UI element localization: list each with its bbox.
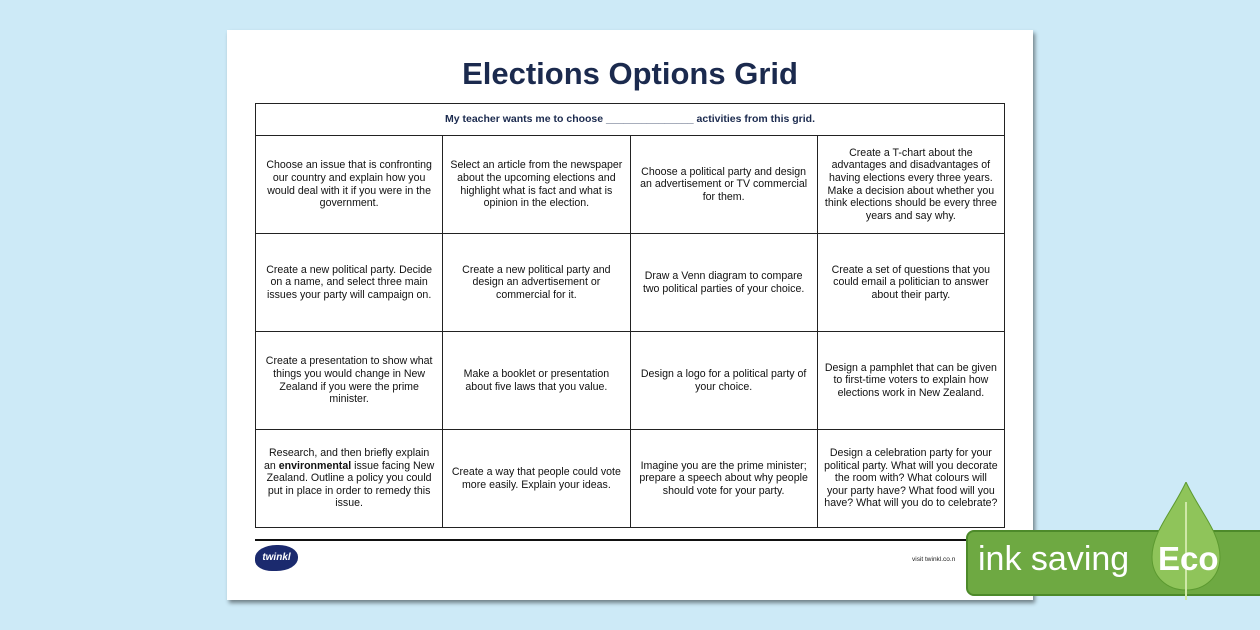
table-row <box>256 430 1005 528</box>
grid-cell: Make a booklet or presentation about five laws that you value. <box>443 332 630 430</box>
visit-link: visit twinkl.co.n <box>912 556 956 563</box>
page-title: Elections Options Grid <box>462 56 798 91</box>
grid-cell: Create a new political party. Decide on a name, and select three main issues your party will campaign on. <box>256 234 443 332</box>
cell-bold-text: environmental <box>278 459 352 472</box>
cell-text: Research, and then briefly explain an <box>264 447 430 472</box>
grid-cell: Create a presentation to show what things you would change in New Zealand if you were the prime minister. <box>256 332 443 430</box>
grid-cell: Create a way that people could vote more easily. Explain your ideas. <box>443 430 630 528</box>
grid-cell: Choose an issue that is confronting our country and explain how you would deal with it if you were in the government. <box>256 136 443 234</box>
footer-rule <box>255 539 1005 541</box>
table-row <box>256 234 1005 332</box>
grid-cell: Design a celebration party for your political party. What will you decorate the room with? What colours will your party have? What food will you have? What will you do to celebrate? <box>817 430 1004 528</box>
grid-cell: Choose a political party and design an advertisement or TV commercial for them. <box>630 136 817 234</box>
grid-header: My teacher wants me to choose _______________ activities from this grid. <box>256 104 1005 136</box>
table-row <box>256 136 1005 234</box>
grid-cell: Create a new political party and design an advertisement or commercial for it. <box>443 234 630 332</box>
cell-text: issue facing New Zealand. Outline a policy you could put in place in order to remedy this issue. <box>266 459 435 510</box>
grid-cell <box>256 430 443 528</box>
eco-label: Eco <box>1158 540 1219 577</box>
twinkl-logo: twinkl <box>255 545 298 571</box>
table-row <box>256 332 1005 430</box>
grid-cell: Draw a Venn diagram to compare two political parties of your choice. <box>630 234 817 332</box>
grid-cell: Create a set of questions that you could email a politician to answer about their party. <box>817 234 1004 332</box>
grid-cell: Imagine you are the prime minister; prepare a speech about why people should vote for your party. <box>630 430 817 528</box>
grid-cell: Design a logo for a political party of your choice. <box>630 332 817 430</box>
grid-cell: Design a pamphlet that can be given to first-time voters to explain how elections work in New Zealand. <box>817 332 1004 430</box>
ink-saving-label: ink saving <box>978 540 1130 578</box>
options-grid <box>255 103 1005 528</box>
grid-cell: Create a T-chart about the advantages and disadvantages of having elections every three years. Make a decision about whether you think elections should be every three years and say why. <box>817 136 1004 234</box>
grid-cell: Select an article from the newspaper about the upcoming elections and highlight what is fact and what is opinion in the election. <box>443 136 630 234</box>
